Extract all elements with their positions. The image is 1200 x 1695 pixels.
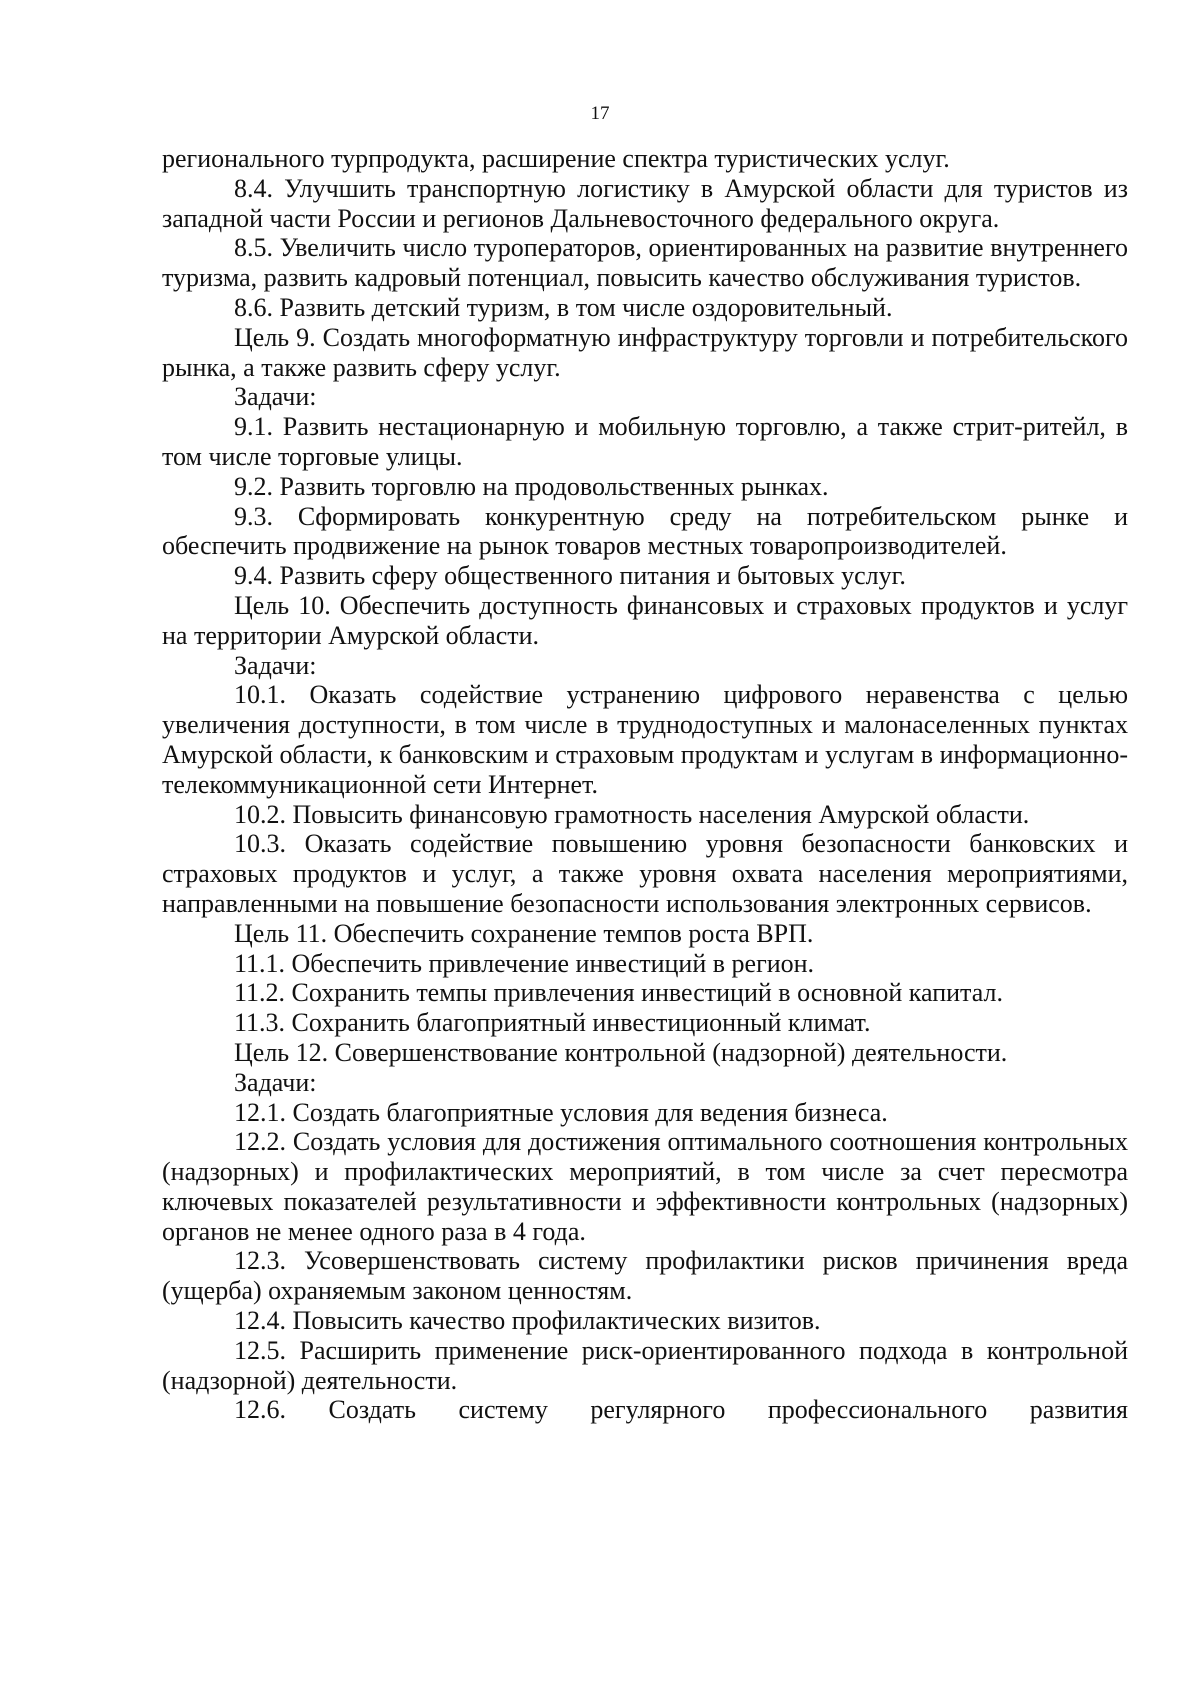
paragraph-task-8-5: 8.5. Увеличить число туроператоров, ориентированных на развитие внутреннего туризма, развить кадровый потенциал, повысить качество обслуживания туристов.: [162, 233, 1128, 293]
paragraph-task-11-1: 11.1. Обеспечить привлечение инвестиций в регион.: [234, 948, 815, 978]
paragraph-goal-11: Цель 11. Обеспечить сохранение темпов роста ВРП.: [234, 918, 814, 948]
paragraph-tasks-heading: Задачи:: [234, 382, 317, 412]
paragraph-task-9-3: 9.3. Сформировать конкурентную среду на потребительском рынке и обеспечить продвижение на рынок товаров местных товаропроизводителей.: [162, 501, 1128, 561]
paragraph-task-12-2: 12.2. Создать условия для достижения оптимального соотношения контрольных (надзорных) и профилактических мероприятий, в том числе за счет пересмотра ключевых показателей результативности и эффективности контрольных (надзорных) органов не менее одного раза в 4 года.: [162, 1127, 1128, 1246]
paragraph-task-12-3: 12.3. Усовершенствовать систему профилактики рисков причинения вреда (ущерба) охраняемым законом ценностям.: [162, 1246, 1128, 1306]
paragraph-goal-9: Цель 9. Создать многоформатную инфраструктуру торговли и потребительского рынка, а также развить сферу услуг.: [162, 322, 1128, 382]
paragraph-task-8-6: 8.6. Развить детский туризм, в том числе оздоровительный.: [234, 292, 893, 322]
paragraph-task-12-5: 12.5. Расширить применение риск-ориентированного подхода в контрольной (надзорной) деятельности.: [162, 1335, 1128, 1395]
paragraph-tasks-heading: Задачи:: [234, 1067, 317, 1097]
paragraph-task-9-4: 9.4. Развить сферу общественного питания и бытовых услуг.: [234, 561, 906, 591]
paragraph-task-12-4: 12.4. Повысить качество профилактических визитов.: [234, 1306, 821, 1336]
paragraph-task-9-1: 9.1. Развить нестационарную и мобильную торговлю, а также стрит-ритейл, в том числе торговые улицы.: [162, 412, 1128, 471]
paragraph-continuation: регионального турпродукта, расширение спектра туристических услуг.: [162, 144, 950, 173]
paragraph-task-10-1: 10.1. Оказать содействие устранению цифрового неравенства с целью увеличения доступности, в том числе в труднодоступных и малонаселенных пунктах Амурской области, к банковским и страховым продуктам и услугам в информационно-телекоммуникационной сети Интернет.: [162, 680, 1128, 799]
paragraph-goal-10: Цель 10. Обеспечить доступность финансовых и страховых продуктов и услуг на территории Амурской области.: [162, 590, 1128, 650]
paragraph-task-10-3: 10.3. Оказать содействие повышению уровня безопасности банковских и страховых продуктов и услуг, а также уровня охвата населения мероприятиями, направленными на повышение безопасности использования электронных сервисов.: [162, 829, 1128, 918]
paragraph-task-11-2: 11.2. Сохранить темпы привлечения инвестиций в основной капитал.: [234, 978, 1003, 1008]
paragraph-task-12-6: 12.6. Создать систему регулярного профессионального развития: [234, 1395, 1128, 1425]
document-body: [162, 144, 1128, 1425]
paragraph-task-12-1: 12.1. Создать благоприятные условия для ведения бизнеса.: [234, 1097, 888, 1127]
paragraph-task-11-3: 11.3. Сохранить благоприятный инвестиционный климат.: [234, 1008, 871, 1038]
paragraph-task-10-2: 10.2. Повысить финансовую грамотность населения Амурской области.: [234, 799, 1030, 829]
paragraph-task-9-2: 9.2. Развить торговлю на продовольственных рынках.: [234, 471, 829, 501]
paragraph-tasks-heading: Задачи:: [234, 650, 317, 680]
page-number: 17: [590, 103, 610, 124]
paragraph-goal-12: Цель 12. Совершенствование контрольной (надзорной) деятельности.: [234, 1037, 1008, 1067]
paragraph-task-8-4: 8.4. Улучшить транспортную логистику в Амурской области для туристов из западной части России и регионов Дальневосточного федерального округа.: [162, 173, 1128, 233]
